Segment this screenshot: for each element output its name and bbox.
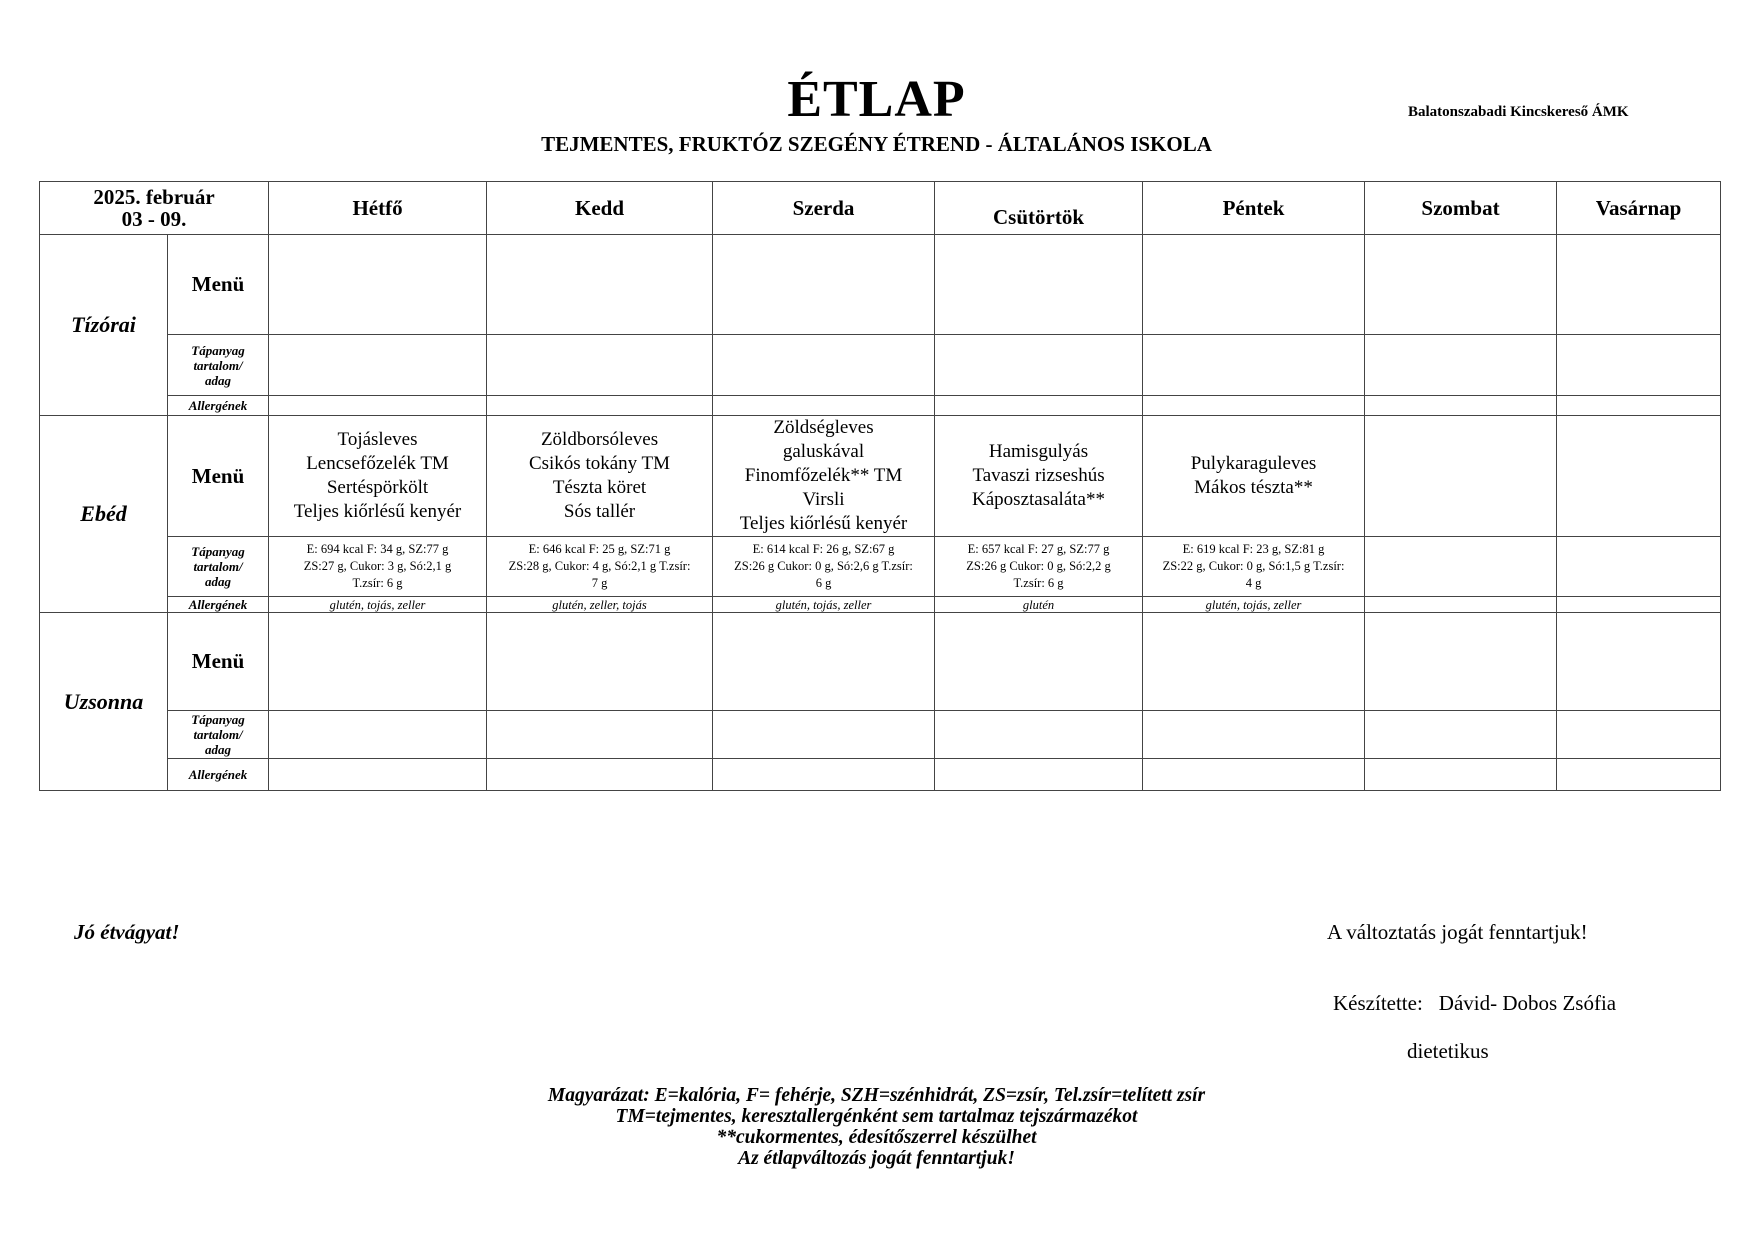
nutrition-cell [1557,537,1721,597]
day-header-csutortok: Csütörtök [935,182,1143,235]
legend-line: Magyarázat: E=kalória, F= fehérje, SZH=szénhidrát, ZS=zsír, Tel.zsír=telített zsír [547,1085,1206,1106]
allergen-cell [935,759,1143,791]
dish-line: Tészta köret [552,477,647,498]
nutrition-label-line: tartalom/ [193,559,243,574]
ebed-allergen-row [40,597,1721,613]
row-label-menu: Menü [168,613,269,711]
day-header-szerda: Szerda [713,182,935,235]
uzsonna-nutrition-row [40,711,1721,759]
allergen-cell: glutén, tojás, zeller [269,597,487,613]
nutrition-cell [935,335,1143,396]
allergen-cell [1557,396,1721,416]
menu-cell [269,613,487,711]
legend-line: **cukormentes, édesítőszerrel készülhet [716,1127,1037,1148]
row-label-allergens: Allergének [168,759,269,791]
menu-cell [487,416,713,537]
nutrition-line: E: 694 kcal F: 34 g, SZ:77 g [306,542,449,556]
nutrition-cell [1143,537,1365,597]
nutrition-line: E: 657 kcal F: 27 g, SZ:77 g [967,542,1110,556]
page-subtitle: TEJMENTES, FRUKTÓZ SZEGÉNY ÉTREND - ÁLTALÁNOS ISKOLA [541,132,1212,156]
nutrition-cell [269,537,487,597]
nutrition-line: ZS:28 g, Cukor: 4 g, Só:2,1 g T.zsír: [508,559,691,573]
row-label-allergens: Allergének [168,396,269,416]
meal-label-ebed: Ebéd [40,416,168,613]
allergen-cell [713,396,935,416]
row-label-nutrition [168,335,269,396]
page-title: ÉTLAP [787,71,966,128]
nutrition-line: 4 g [1245,576,1262,590]
nutrition-cell [1365,335,1557,396]
menu-table [39,181,1721,791]
allergen-cell [1365,759,1557,791]
menu-cell [1143,235,1365,335]
nutrition-line: ZS:26 g Cukor: 0 g, Só:2,6 g T.zsír: [734,559,913,573]
allergen-cell [1143,396,1365,416]
allergen-cell [269,396,487,416]
nutrition-cell [1143,335,1365,396]
dish-line: galuskával [782,441,865,462]
dish-line: Zöldborsóleves [540,429,659,450]
nutrition-label-line: Tápanyag [191,544,245,559]
dish-line: Zöldségleves [773,417,874,438]
allergen-cell [1143,759,1365,791]
nutrition-line: T.zsír: 6 g [352,576,403,590]
author-role: dietetikus [1407,1039,1489,1063]
day-header-hetfo: Hétfő [269,182,487,235]
menu-cell [1557,613,1721,711]
allergen-cell: glutén, zeller, tojás [487,597,713,613]
author-line [1333,991,1616,1016]
day-header-szombat: Szombat [1365,182,1557,235]
dish-line: Teljes kiőrlésű kenyér [739,513,908,534]
nutrition-label-line: Tápanyag [191,712,245,727]
allergen-cell: glutén [935,597,1143,613]
nutrition-label-line: adag [205,742,231,757]
nutrition-cell [487,711,713,759]
row-label-nutrition [168,537,269,597]
bon-appetit-text: Jó étvágyat! [74,920,180,944]
day-header-pentek: Péntek [1143,182,1365,235]
nutrition-label-line: tartalom/ [193,357,243,373]
menu-cell [269,235,487,335]
nutrition-cell [269,335,487,396]
allergen-cell [1365,597,1557,613]
nutrition-cell [1143,711,1365,759]
nutrition-cell [1557,711,1721,759]
date-month: 2025. február [93,185,215,209]
nutrition-label-line: adag [205,372,231,388]
dish-line: Sertéspörkölt [326,477,429,498]
legend-line: TM=tejmentes, keresztallergénként sem tartalmaz tejszármazékot [615,1106,1138,1127]
dish-line: Sós tallér [563,501,636,522]
row-label-allergens: Allergének [168,597,269,613]
dish-line: Tojásleves [337,429,418,450]
dish-line: Teljes kiőrlésű kenyér [293,501,462,522]
menu-cell [1143,613,1365,711]
nutrition-line: E: 619 kcal F: 23 g, SZ:81 g [1182,542,1325,556]
header-row [40,182,1721,235]
row-label-menu: Menü [168,235,269,335]
nutrition-cell [713,711,935,759]
nutrition-line: E: 614 kcal F: 26 g, SZ:67 g [752,542,895,556]
nutrition-line: ZS:27 g, Cukor: 3 g, Só:2,1 g [303,559,452,573]
author-label: Készítette: [1333,991,1423,1015]
allergen-cell [269,759,487,791]
nutrition-cell [1365,711,1557,759]
row-label-nutrition [168,711,269,759]
date-range-cell [40,182,269,235]
allergen-cell [487,759,713,791]
menu-cell [269,416,487,537]
meal-label-uzsonna: Uzsonna [40,613,168,791]
nutrition-cell [1365,537,1557,597]
date-days: 03 - 09. [121,207,187,231]
day-header-kedd: Kedd [487,182,713,235]
allergen-cell [1557,759,1721,791]
nutrition-cell [487,335,713,396]
ebed-menu-row [40,416,1721,537]
dish-line: Tavaszi rizseshús [972,465,1105,486]
dish-line: Finomfőzelék** TM [744,465,903,486]
menu-cell [713,613,935,711]
nutrition-line: T.zsír: 6 g [1013,576,1064,590]
nutrition-cell [487,537,713,597]
allergen-cell [487,396,713,416]
uzsonna-allergen-row [40,759,1721,791]
rights-notice: A változtatás jogát fenntartjuk! [1327,920,1588,944]
tizorai-allergen-row [40,396,1721,416]
nutrition-cell [935,711,1143,759]
allergen-cell: glutén, tojás, zeller [1143,597,1365,613]
dish-line: Káposztasaláta** [972,489,1105,510]
row-label-menu: Menü [168,416,269,537]
nutrition-label-line: tartalom/ [193,727,243,742]
allergen-cell [1365,396,1557,416]
nutrition-cell [713,335,935,396]
menu-cell [1365,416,1557,537]
author-name: Dávid- Dobos Zsófia [1438,991,1617,1015]
menu-cell [713,416,935,537]
menu-cell [713,235,935,335]
menu-cell [935,613,1143,711]
dish-line: Mákos tészta** [1194,477,1313,498]
menu-cell [1365,613,1557,711]
nutrition-cell [1557,335,1721,396]
allergen-cell [1557,597,1721,613]
legend-line: Az étlapváltozás jogát fenntartjuk! [738,1148,1015,1169]
ebed-nutrition-row [40,537,1721,597]
tizorai-nutrition-row [40,335,1721,396]
nutrition-line: ZS:26 g Cukor: 0 g, Só:2,2 g [966,559,1111,573]
dish-line: Pulykaraguleves [1190,453,1317,474]
dish-line: Csikós tokány TM [528,453,671,474]
dish-line: Hamisgulyás [988,441,1089,462]
menu-cell [1143,416,1365,537]
uzsonna-menu-row [40,613,1721,711]
nutrition-label-line: adag [205,574,231,589]
nutrition-line: 6 g [815,576,832,590]
menu-cell [1557,416,1721,537]
day-header-vasarnap: Vasárnap [1557,182,1721,235]
nutrition-line: ZS:22 g, Cukor: 0 g, Só:1,5 g T.zsír: [1162,559,1345,573]
nutrition-cell [713,537,935,597]
nutrition-cell [935,537,1143,597]
organization-name: Balatonszabadi Kincskereső ÁMK [1408,104,1629,120]
menu-cell [487,235,713,335]
menu-cell [1365,235,1557,335]
meal-label-tizorai: Tízórai [40,235,168,416]
menu-cell [935,416,1143,537]
allergen-cell [713,759,935,791]
dish-line: Virsli [802,489,845,510]
menu-cell [935,235,1143,335]
legend [0,1085,1753,1169]
nutrition-label-line: Tápanyag [191,342,245,358]
menu-cell [1557,235,1721,335]
allergen-cell: glutén, tojás, zeller [713,597,935,613]
menu-cell [487,613,713,711]
tizorai-menu-row [40,235,1721,335]
allergen-cell [935,396,1143,416]
nutrition-line: 7 g [591,576,608,590]
nutrition-line: E: 646 kcal F: 25 g, SZ:71 g [528,542,671,556]
dish-line: Lencsefőzelék TM [306,453,449,474]
nutrition-cell [269,711,487,759]
